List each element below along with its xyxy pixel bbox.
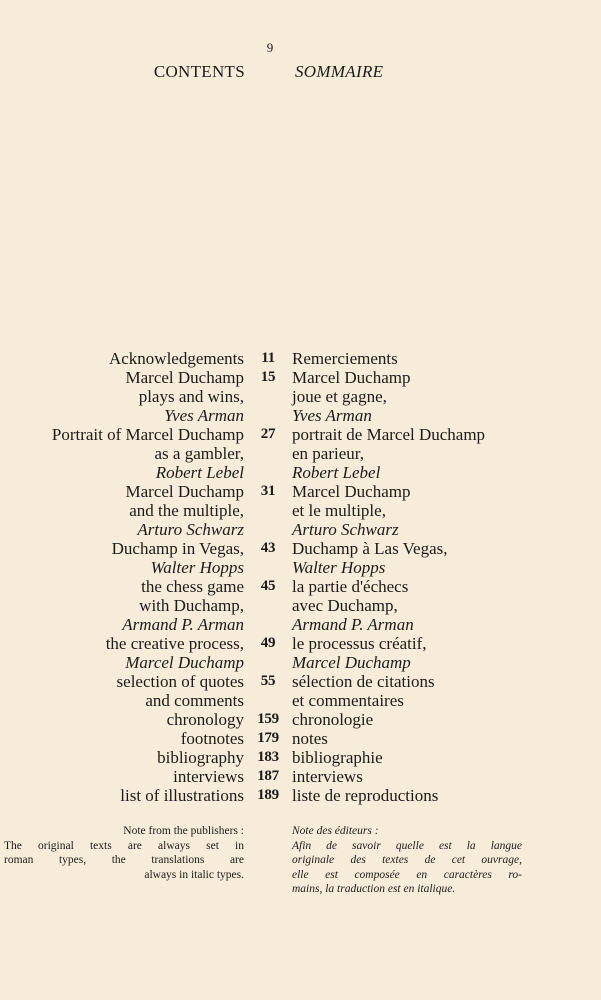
- sommaire-heading: SOMMAIRE: [295, 62, 384, 81]
- contents-heading: CONTENTS: [153, 62, 245, 81]
- toc-english-title: plays and wins,: [138, 387, 244, 406]
- toc-english-title: and comments: [145, 691, 244, 710]
- note-fr-line: elle est composée en caractères ro-: [292, 868, 522, 881]
- toc-entry-row: [0, 349, 601, 368]
- toc-english-title: and the multiple,: [129, 501, 244, 520]
- toc-entry-row: [0, 387, 601, 406]
- toc-page-number: 43: [260, 540, 276, 556]
- toc-french-title: avec Duchamp,: [292, 596, 398, 615]
- note-fr-line: Note des éditeurs :: [292, 825, 379, 837]
- toc-author-row: [0, 615, 601, 634]
- toc-entry-row: [0, 691, 601, 710]
- toc-entry-row: [0, 710, 601, 729]
- toc-french-title: interviews: [292, 767, 363, 786]
- toc-author-row: [0, 520, 601, 539]
- toc-page-number: 15: [260, 369, 276, 385]
- toc-page-number: 183: [257, 749, 279, 765]
- toc-entry-row: [0, 786, 601, 805]
- publishers-note-english: [4, 824, 244, 882]
- toc-page-number: 49: [260, 635, 276, 651]
- note-en-line: always in italic types.: [144, 868, 244, 881]
- toc-english-title: Armand P. Arman: [122, 615, 244, 634]
- note-en-line: The original texts are always set in: [4, 839, 244, 852]
- toc-english-title: the creative process,: [105, 634, 244, 653]
- toc-entry-row: [0, 368, 601, 387]
- toc-french-title: Marcel Duchamp: [292, 653, 411, 672]
- toc-entry-row: [0, 425, 601, 444]
- toc-entry-row: [0, 501, 601, 520]
- toc-page-number: 189: [257, 787, 279, 803]
- toc-page-number: 179: [257, 730, 279, 746]
- toc-french-title: liste de reproductions: [292, 786, 439, 805]
- table-of-contents: [0, 349, 601, 805]
- toc-author-row: [0, 463, 601, 482]
- toc-french-title: Duchamp à Las Vegas,: [292, 539, 448, 558]
- toc-english-title: list of illustrations: [120, 786, 244, 805]
- toc-entry-row: [0, 748, 601, 767]
- note-fr-line: mains, la traduction est en italique.: [292, 883, 456, 895]
- toc-english-title: as a gambler,: [154, 444, 244, 463]
- note-en-line: roman types, the translations are: [4, 854, 244, 866]
- toc-author-row: [0, 406, 601, 425]
- toc-entry-row: [0, 539, 601, 558]
- toc-author-row: [0, 558, 601, 577]
- toc-french-title: en parieur,: [292, 444, 365, 463]
- toc-english-title: Acknowledgements: [108, 349, 244, 368]
- toc-entry-row: [0, 729, 601, 748]
- toc-entry-row: [0, 767, 601, 786]
- toc-entry-row: [0, 672, 601, 691]
- toc-french-title: chronologie: [292, 710, 374, 729]
- note-fr-line: Afin de savoir quelle est la langue: [292, 839, 522, 852]
- toc-english-title: Marcel Duchamp: [125, 653, 244, 672]
- toc-french-title: portrait de Marcel Duchamp: [292, 425, 486, 444]
- toc-english-title: with Duchamp,: [139, 596, 244, 615]
- toc-french-title: et le multiple,: [292, 501, 386, 520]
- note-fr-line: originale des textes de cet ouvrage,: [292, 854, 522, 866]
- toc-entry-row: [0, 444, 601, 463]
- toc-french-title: et commentaires: [292, 691, 404, 710]
- toc-english-title: Duchamp in Vegas,: [111, 539, 244, 558]
- toc-entry-row: [0, 596, 601, 615]
- toc-french-title: Marcel Duchamp: [292, 482, 411, 501]
- toc-french-title: Remerciements: [292, 349, 398, 368]
- toc-english-title: Robert Lebel: [155, 463, 244, 482]
- toc-page-number: 31: [260, 483, 276, 499]
- toc-french-title: la partie d'échecs: [292, 577, 409, 596]
- toc-french-title: Arturo Schwarz: [292, 520, 399, 539]
- toc-page-number: 11: [261, 350, 275, 366]
- toc-page-number: 27: [260, 426, 276, 442]
- toc-english-title: chronology: [166, 710, 244, 729]
- toc-author-row: [0, 653, 601, 672]
- toc-french-title: bibliographie: [292, 748, 383, 767]
- toc-french-title: Yves Arman: [292, 406, 372, 425]
- toc-entry-row: [0, 634, 601, 653]
- toc-english-title: selection of quotes: [116, 672, 244, 691]
- toc-english-title: Walter Hopps: [150, 558, 244, 577]
- toc-page-number: 55: [260, 673, 276, 689]
- toc-french-title: Walter Hopps: [292, 558, 386, 577]
- toc-entry-row: [0, 577, 601, 596]
- toc-french-title: le processus créatif,: [292, 634, 427, 653]
- toc-english-title: interviews: [173, 767, 244, 786]
- toc-french-title: joue et gagne,: [292, 387, 387, 406]
- toc-english-title: Yves Arman: [164, 406, 244, 425]
- toc-english-title: footnotes: [180, 729, 244, 748]
- toc-entry-row: [0, 482, 601, 501]
- toc-french-title: Robert Lebel: [292, 463, 381, 482]
- toc-french-title: sélection de citations: [292, 672, 435, 691]
- toc-page-number: 187: [257, 768, 279, 784]
- toc-english-title: Arturo Schwarz: [137, 520, 244, 539]
- toc-english-title: Portrait of Marcel Duchamp: [51, 425, 244, 444]
- toc-english-title: Marcel Duchamp: [125, 482, 244, 501]
- toc-french-title: Armand P. Arman: [292, 615, 414, 634]
- toc-page-number: 45: [260, 578, 276, 594]
- page-number: 9: [266, 40, 274, 55]
- toc-french-title: notes: [292, 729, 328, 748]
- note-en-line: Note from the publishers :: [123, 825, 244, 837]
- toc-english-title: the chess game: [141, 577, 244, 596]
- toc-english-title: Marcel Duchamp: [125, 368, 244, 387]
- toc-page-number: 159: [257, 711, 279, 727]
- publishers-note-french: [292, 824, 522, 897]
- toc-french-title: Marcel Duchamp: [292, 368, 411, 387]
- toc-english-title: bibliography: [157, 748, 244, 767]
